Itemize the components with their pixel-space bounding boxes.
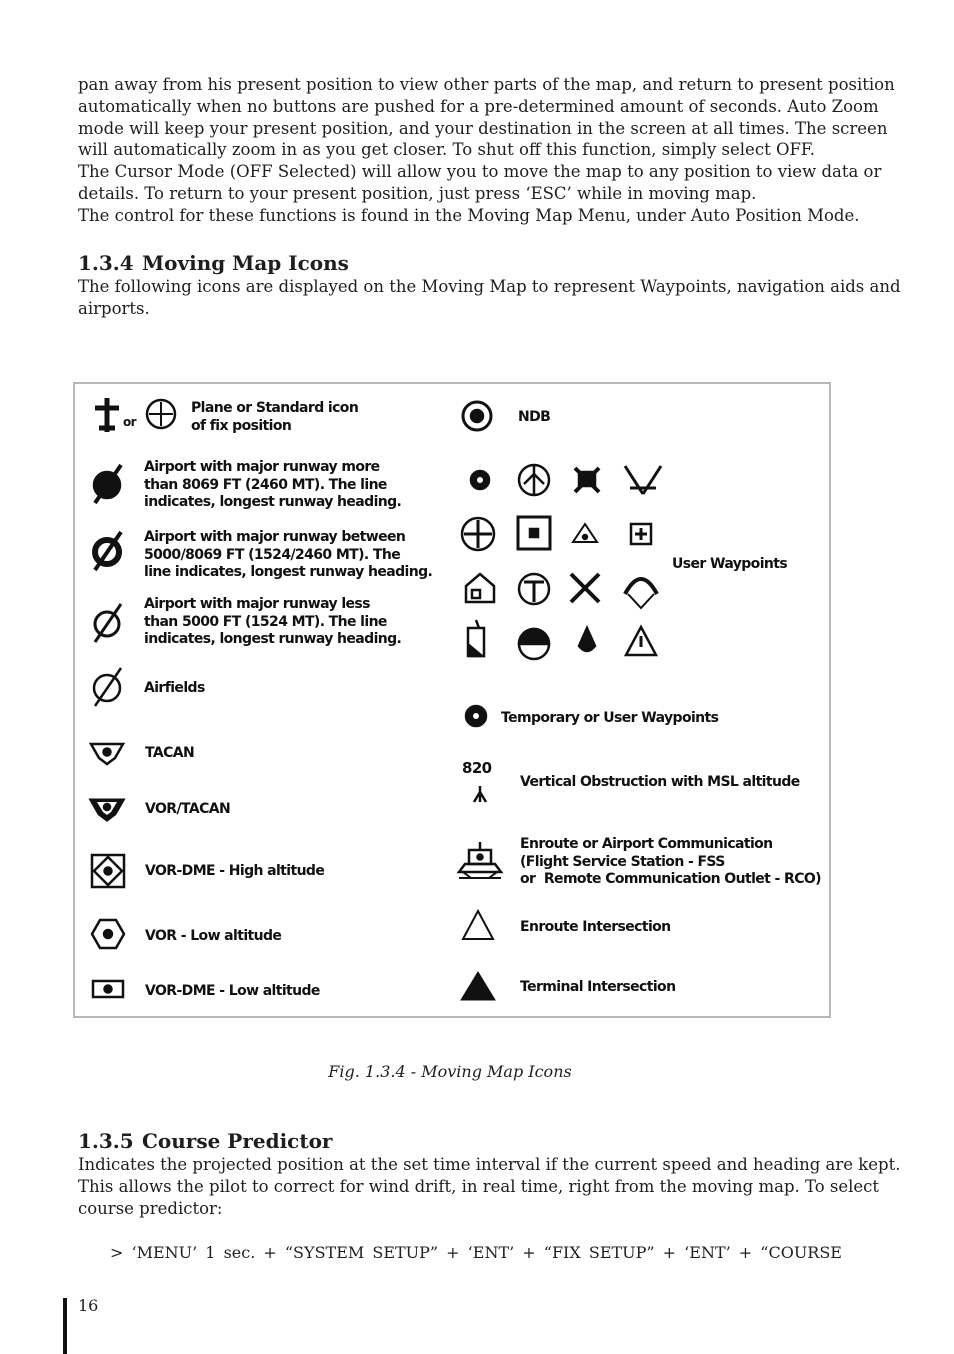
menu-command-path: > ‘MENU’ 1 sec. + “SYSTEM SETUP” + ‘ENT’ + “FIX SETUP” + ‘ENT’ + “COURSE: [110, 1243, 842, 1262]
airport-small-label: Airport with major runway less than 5000 FT (1524 MT). The line indicates, longest runway heading.: [144, 596, 402, 647]
section-title: Moving Map Icons: [142, 251, 349, 275]
vor-low-label: VOR - Low altitude: [145, 928, 282, 944]
text-line: automatically when no buttons are pushed for a pre-determined amount of seconds. Auto Zoom: [78, 96, 879, 116]
section-heading-moving-map-icons: [78, 251, 349, 275]
airfield-icon: [94, 668, 121, 706]
page-margin-bar: [63, 1298, 67, 1354]
obstruction-icon: [474, 786, 486, 802]
user-waypoint-icons: [462, 465, 661, 659]
temporary-waypoint-icon: [466, 706, 486, 726]
plane-icon: [95, 398, 119, 432]
text-line: course predictor:: [78, 1198, 223, 1218]
text-line: The following icons are displayed on the Moving Map to represent Waypoints, navigation aids and: [78, 277, 901, 296]
obstruction-label: Vertical Obstruction with MSL altitude: [520, 774, 800, 790]
ndb-label: NDB: [518, 409, 551, 425]
figure-caption: Fig. 1.3.4 - Moving Map Icons: [328, 1062, 572, 1081]
terminal-intersection-label: Terminal Intersection: [520, 979, 676, 995]
airfields-label: Airfields: [144, 680, 205, 696]
enroute-intersection-icon: [463, 911, 493, 939]
text-line: details. To return to your present position, just press ‘ESC’ while in moving map.: [78, 183, 757, 203]
vor-low-icon: [92, 920, 124, 948]
section-number: 1.3.5: [78, 1129, 134, 1153]
intro-paragraph: [78, 74, 895, 227]
comm-station-label: Enroute or Airport Communication (Flight Service Station - FSS or Remote Communication Outlet - RCO): [520, 836, 821, 887]
text-line: The Cursor Mode (OFF Selected) will allow you to move the map to any position to view data or: [78, 162, 882, 182]
airport-large-icon: [94, 465, 121, 503]
tacan-label: TACAN: [145, 745, 195, 761]
vortac-label: VOR/TACAN: [145, 801, 231, 817]
moving-map-icons-figure: [73, 382, 831, 1018]
vor-dme-high-label: VOR-DME - High altitude: [145, 863, 325, 879]
vortac-icon: [91, 800, 123, 820]
section-135-body: [78, 1154, 901, 1219]
airport-small-icon: [95, 604, 121, 642]
text-line: mode will keep your present position, and your destination in the screen at all times. The screen: [78, 118, 888, 138]
airport-large-label: Airport with major runway more than 8069 FT (2460 MT). The line indicates, longest runway heading.: [144, 459, 402, 510]
section-134-body: [78, 276, 901, 320]
terminal-intersection-icon: [461, 972, 495, 1000]
plane-icon-label: Plane or Standard icon of fix position: [191, 400, 359, 434]
section-number: 1.3.4: [78, 251, 134, 275]
plane-or-label: or: [123, 415, 136, 429]
crosshair-fix-icon: [147, 400, 175, 428]
text-line: The control for these functions is found in the Moving Map Menu, under Auto Position Mode.: [78, 205, 860, 225]
page-number: 16: [78, 1296, 99, 1315]
obstruction-altitude-label: 820: [462, 759, 492, 777]
comm-station-icon: [459, 842, 501, 878]
text-line: This allows the pilot to correct for wind drift, in real time, right from the moving map. To select: [78, 1176, 880, 1196]
airport-medium-label: Airport with major runway between 5000/8069 FT (1524/2460 MT). The line indicates, longest runway heading.: [144, 529, 433, 580]
vor-dme-low-label: VOR-DME - Low altitude: [145, 983, 320, 999]
vor-dme-high-icon: [92, 855, 124, 887]
text-line: airports.: [78, 298, 150, 318]
temporary-waypoints-label: Temporary or User Waypoints: [501, 710, 719, 726]
user-waypoints-label: User Waypoints: [672, 556, 788, 572]
ndb-icon: [463, 402, 491, 430]
airport-medium-icon: [95, 532, 121, 570]
enroute-intersection-label: Enroute Intersection: [520, 919, 671, 935]
text-line: pan away from his present position to view other parts of the map, and return to present position: [78, 75, 895, 94]
section-heading-course-predictor: [78, 1129, 332, 1153]
section-title: Course Predictor: [142, 1129, 333, 1153]
text-line: will automatically zoom in as you get closer. To shut off this function, simply select OFF.: [78, 140, 816, 160]
vor-dme-low-icon: [93, 981, 123, 997]
text-line: Indicates the projected position at the set time interval if the current speed and heading are kept.: [78, 1155, 901, 1174]
tacan-icon: [91, 744, 123, 764]
